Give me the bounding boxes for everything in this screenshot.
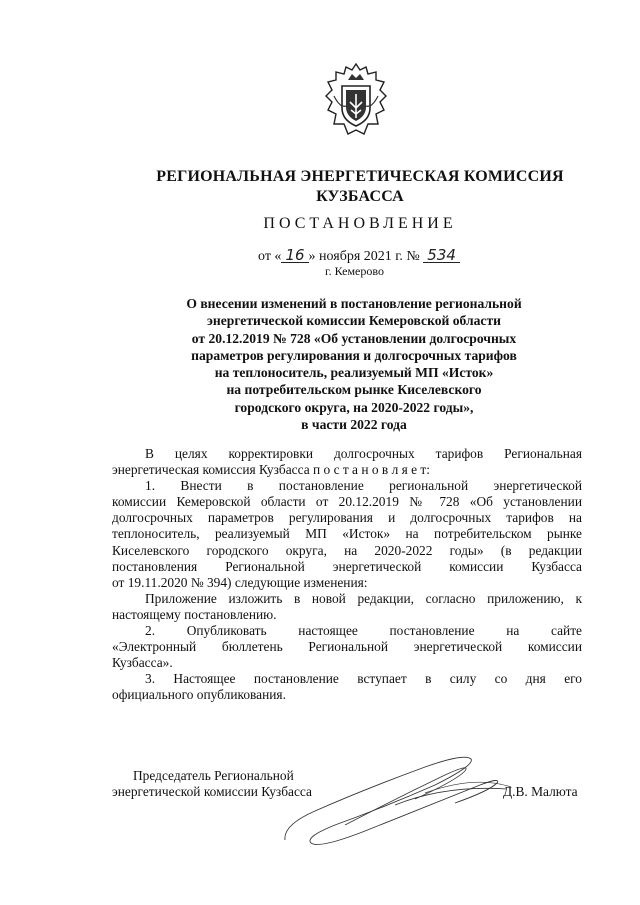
body-line: долгосрочных параметров регулирования и долгосрочных тарифов на [112, 510, 582, 526]
signatory-name: Д.В. Малюта [503, 784, 578, 799]
date-prefix: от « [258, 249, 282, 264]
subject-line: городского округа, на 2020-2022 годы», [234, 399, 474, 415]
handwritten-date-day: 16 [281, 248, 308, 263]
body-line: «Электронный бюллетень Региональной энергетической комиссии [112, 639, 582, 655]
subject-line: от 20.12.2019 № 728 «Об установлении долгосрочных [191, 330, 517, 346]
body-line: настоящему постановлению. [112, 606, 277, 622]
body-line: теплоноситель, реализуемый МП «Исток» на потребительском рынке [112, 526, 582, 542]
subject-line: энергетической комиссии Кемеровской области [207, 313, 501, 329]
subject-line: О внесении изменений в постановление региональной [186, 296, 522, 311]
body-line: Киселевского городского округа, на 2020-2022 годы» (в редакции [112, 542, 582, 558]
date-middle: » ноября 2021 г. № [308, 249, 420, 264]
coat-of-arms-emblem [324, 62, 388, 140]
subject-line: параметров регулирования и долгосрочных тарифов [191, 347, 517, 363]
body-line: 3. Настоящее постановление вступает в силу со дня его [145, 671, 582, 687]
subject-line: в части 2022 года [301, 417, 407, 433]
body-line: В целях корректировки долгосрочных тарифов Региональная [145, 446, 582, 461]
body-line: Приложение изложить в новой редакции, согласно приложению, к [145, 590, 582, 606]
signatory-position-line2: энергетической комиссии Кузбасса [112, 784, 312, 799]
document-type: ПОСТАНОВЛЕНИЕ [263, 215, 457, 232]
document-city: г. Кемерово [325, 264, 384, 278]
body-line: 2. Опубликовать настоящее постановление на сайте [145, 623, 582, 639]
body-line: комиссии Кемеровской области от 20.12.2019 № 728 «Об установлении [112, 494, 582, 510]
subject-line: на теплоноситель, реализуемый МП «Исток» [214, 365, 494, 381]
document-subject [150, 295, 558, 433]
document-body [112, 446, 582, 704]
body-line: официального опубликования. [112, 687, 286, 703]
handwritten-document-number: 534 [423, 248, 460, 263]
body-line: постановления Региональной энергетической комиссии Кузбасса [112, 558, 582, 574]
signatory-position-line1: Председатель Региональной [133, 768, 294, 783]
body-line: 1. Внести в постановление региональной энергетической [145, 478, 582, 494]
document-date-line [258, 248, 460, 265]
body-line: от 19.11.2020 № 394) следующие изменения: [112, 574, 368, 590]
organization-name-line2: КУЗБАССА [316, 188, 404, 205]
subject-line: на потребительском рынке Киселевского [226, 382, 482, 398]
body-line: Кузбасса». [112, 655, 173, 671]
handwritten-signature [275, 745, 515, 850]
body-line: энергетическая комиссия Кузбасса п о с т а н о в л я е т: [112, 462, 430, 478]
organization-name-line1: РЕГИОНАЛЬНАЯ ЭНЕРГЕТИЧЕСКАЯ КОМИССИЯ [156, 168, 564, 185]
